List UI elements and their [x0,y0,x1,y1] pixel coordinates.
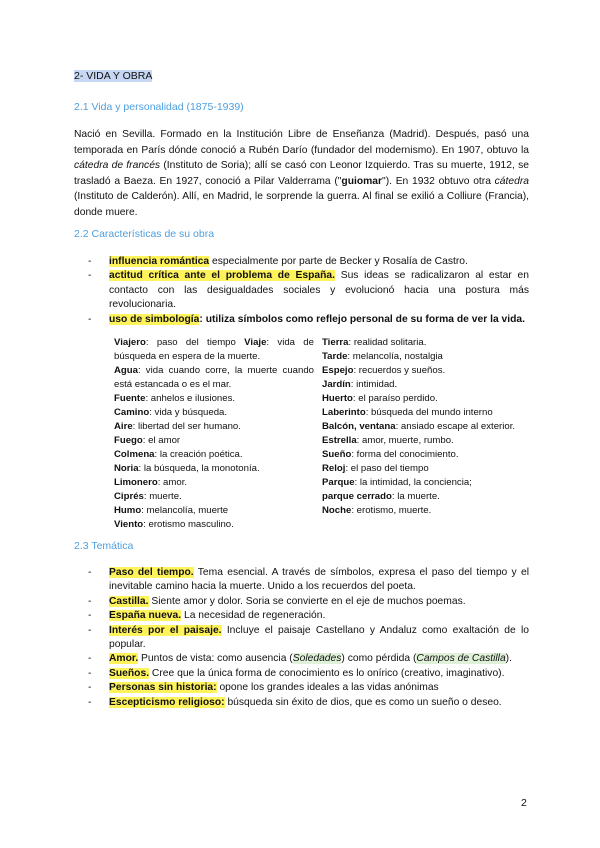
list-item [88,313,529,327]
symbol-term: Noche [322,505,352,516]
symbol-term: Estrella [322,435,357,446]
symbol-entry [114,364,314,392]
symbol-meaning: : la creación poética. [154,449,243,460]
symbol-meaning: : vida cuando corre, la muerte cuando está estancada o es el mar. [114,365,314,390]
symbol-entry [114,476,314,490]
symbol-entry [114,504,314,518]
list-item [88,609,529,623]
symbol-term: Tierra [322,337,349,348]
symbol-entry [322,504,522,518]
symbol-entry [322,434,522,448]
symbol-meaning: : libertad del ser humano. [132,421,241,432]
symbol-entry [114,518,314,532]
symbol-term: parque cerrado [322,491,392,502]
symbol-entry [322,490,522,504]
symbol-meaning: : la intimidad, la conciencia; [354,477,472,488]
characteristics-list [88,255,529,327]
symbol-meaning: : melancolía, muerte [141,505,229,516]
list-item [88,255,529,269]
highlighted-term: Escepticismo religioso: [109,696,225,708]
symbol-entry [114,406,314,420]
symbol-meaning: : ansiado escape al exterior. [395,421,516,432]
symbol-term: Agua [114,365,138,376]
text-run: búsqueda sin éxito de dios, que es como un sueño o deseo. [224,696,502,708]
symbol-term: Fuente [114,393,146,404]
italic-text: cátedra de francés [74,160,161,172]
list-item [88,269,529,312]
highlighted-term: Sueños. [109,667,150,679]
symbol-term: Colmena [114,449,155,460]
symbol-meaning: : vida de búsqueda en espera de la muerte. [114,337,314,362]
symbol-entry [114,392,314,406]
text-run: "). En 1932 obtuvo otra [382,175,495,187]
symbol-entry [114,336,314,364]
text-run: (Instituto de Soria); allí se casó con Leonor Izquierdo. Tras su muerte, 1912, se trasladó a Baeza. En 1927, conoció a Pilar Valderrama (" [74,160,529,187]
symbol-term: Espejo [322,365,354,376]
symbol-entry [322,378,522,392]
list-item [88,667,529,681]
work-title: Soledades [292,653,342,665]
symbol-meaning: : búsqueda del mundo interno [365,407,493,418]
symbol-entry [322,406,522,420]
biography-paragraph [74,127,529,221]
symbol-term: Viento [114,519,144,530]
symbol-term: Viaje [244,337,267,348]
symbol-entry [322,336,522,350]
work-title: Campos de Castilla [416,653,506,665]
symbol-entry [322,364,522,378]
highlighted-term: actitud crítica ante el problema de España. [109,270,335,282]
symbol-entry [322,462,522,476]
themes-list [88,566,529,710]
text-run: opone los grandes ideales a las vidas anónimas [216,682,439,694]
symbol-entry [322,420,522,434]
symbol-entry [322,476,522,490]
symbol-entry [322,448,522,462]
symbol-entry [322,392,522,406]
symbol-meaning: : el paraíso perdido. [352,393,438,404]
symbol-meaning: : forma del conocimiento. [351,449,459,460]
highlighted-term: Amor. [109,653,139,665]
section-title: 2- VIDA Y OBRA [74,70,153,82]
italic-text: cátedra [494,175,529,187]
symbol-entry [114,462,314,476]
symbol-meaning: : amor, muerte, rumbo. [356,435,454,446]
symbol-term: Huerto [322,393,353,404]
highlighted-term: Castilla. [109,595,149,607]
symbol-meaning: : el paso del tiempo [345,463,429,474]
symbol-meaning: : la búsqueda, la monotonía. [138,463,260,474]
text-run: La necesidad de regeneración. [181,610,326,622]
highlighted-term: España nueva. [109,610,182,622]
symbol-entry [114,434,314,448]
symbol-meaning: : la muerte. [391,491,440,502]
symbol-entry [114,490,314,504]
symbol-term: Ciprés [114,491,144,502]
text-run: Tema esencial. A través de símbolos, expresa el paso del tiempo y el inevitable camino hacia la muerte. Unido a los recuerdos del poeta. [109,567,529,593]
symbol-meaning: : amor. [157,477,188,488]
symbol-term: Camino [114,407,150,418]
list-item [88,652,529,666]
list-item [88,595,529,609]
symbol-term: Humo [114,505,142,516]
symbol-meaning: : recuerdos y sueños. [353,365,446,376]
symbol-term: Fuego [114,435,143,446]
symbol-term: Noria [114,463,139,474]
list-item [88,696,529,710]
text-run: Puntos de vista: como ausencia ( [138,653,293,665]
subsection-title-vida: 2.1 Vida y personalidad (1875-1939) [74,101,244,113]
bold-text: : utiliza símbolos como reflejo personal de su forma de ver la vida. [199,313,525,325]
subsection-title-caracteristicas: 2.2 Características de su obra [74,228,215,240]
list-item [88,624,529,653]
symbol-term: Tarde [322,351,348,362]
symbol-meaning: : intimidad. [350,379,398,390]
highlighted-term: uso de simbología [109,313,200,325]
subsection-title-tematica: 2.3 Temática [74,540,134,552]
symbol-meaning: : vida y búsqueda. [149,407,228,418]
highlighted-term: Personas sin historia: [109,682,217,694]
list-item [88,681,529,695]
bold-text: guiomar [341,175,383,187]
symbol-term: Laberinto [322,407,366,418]
text-run: Siente amor y dolor. Soria se convierte en el eje de muchos poemas. [148,595,466,607]
symbol-meaning: : realidad solitaria. [348,337,427,348]
symbol-entry [114,420,314,434]
text-run: Nació en Sevilla. Formado en la Institución Libre de Enseñanza (Madrid). Después, pasó una temporada en París dónde conoció a Rubén Darío (fundador del modernismo). En 1907, obtuvo la [74,129,529,156]
list-item [88,566,529,595]
text-run: especialmente por parte de Becker y Rosalía de Castro. [209,256,468,267]
symbol-meaning: : paso del tiempo [145,337,245,348]
text-run: Sus ideas se radicalizaron al estar en contacto con las desigualdades sociales y evolucionó hacia una postura más revolucionaria. [109,270,529,311]
symbol-term: Parque [322,477,355,488]
symbol-meaning: : melancolía, nostalgia [347,351,443,362]
symbol-term: Viajero [114,337,146,348]
symbol-meaning: : erotismo, muerte. [351,505,432,516]
text-run: Cree que la única forma de conocimiento es lo onírico (creativo, imaginativo). [149,667,505,679]
symbol-entry [114,448,314,462]
symbol-term: Limonero [114,477,158,488]
symbol-meaning: : erotismo masculino. [143,519,234,530]
highlighted-term: influencia romántica [109,256,210,267]
symbol-term: Aire [114,421,133,432]
highlighted-term: Interés por el paisaje. [109,624,222,636]
symbol-meaning: : el amor [142,435,181,446]
symbol-meaning: : muerte. [143,491,182,502]
symbols-left-column [114,336,314,532]
text-run: ). [505,653,512,665]
symbol-entry [322,350,522,364]
highlighted-term: Paso del tiempo. [109,567,194,578]
symbol-meaning: : anhelos e ilusiones. [145,393,236,404]
symbol-term: Sueño [322,449,352,460]
page-number: 2 [521,797,527,809]
text-run: Incluye el paisaje Castellano y Andaluz como exaltación de lo popular. [109,624,529,651]
symbol-term: Reloj [322,463,346,474]
symbols-right-column [322,336,522,518]
symbol-term: Balcón, ventana [322,421,396,432]
text-run: (Instituto de Calderón). Allí, en Madrid, le sorprende la guerra. Al final se exilió a Colliure (Francia), donde muere. [74,191,529,218]
symbol-term: Jardín [322,379,351,390]
text-run: ) como pérdida ( [341,653,417,665]
